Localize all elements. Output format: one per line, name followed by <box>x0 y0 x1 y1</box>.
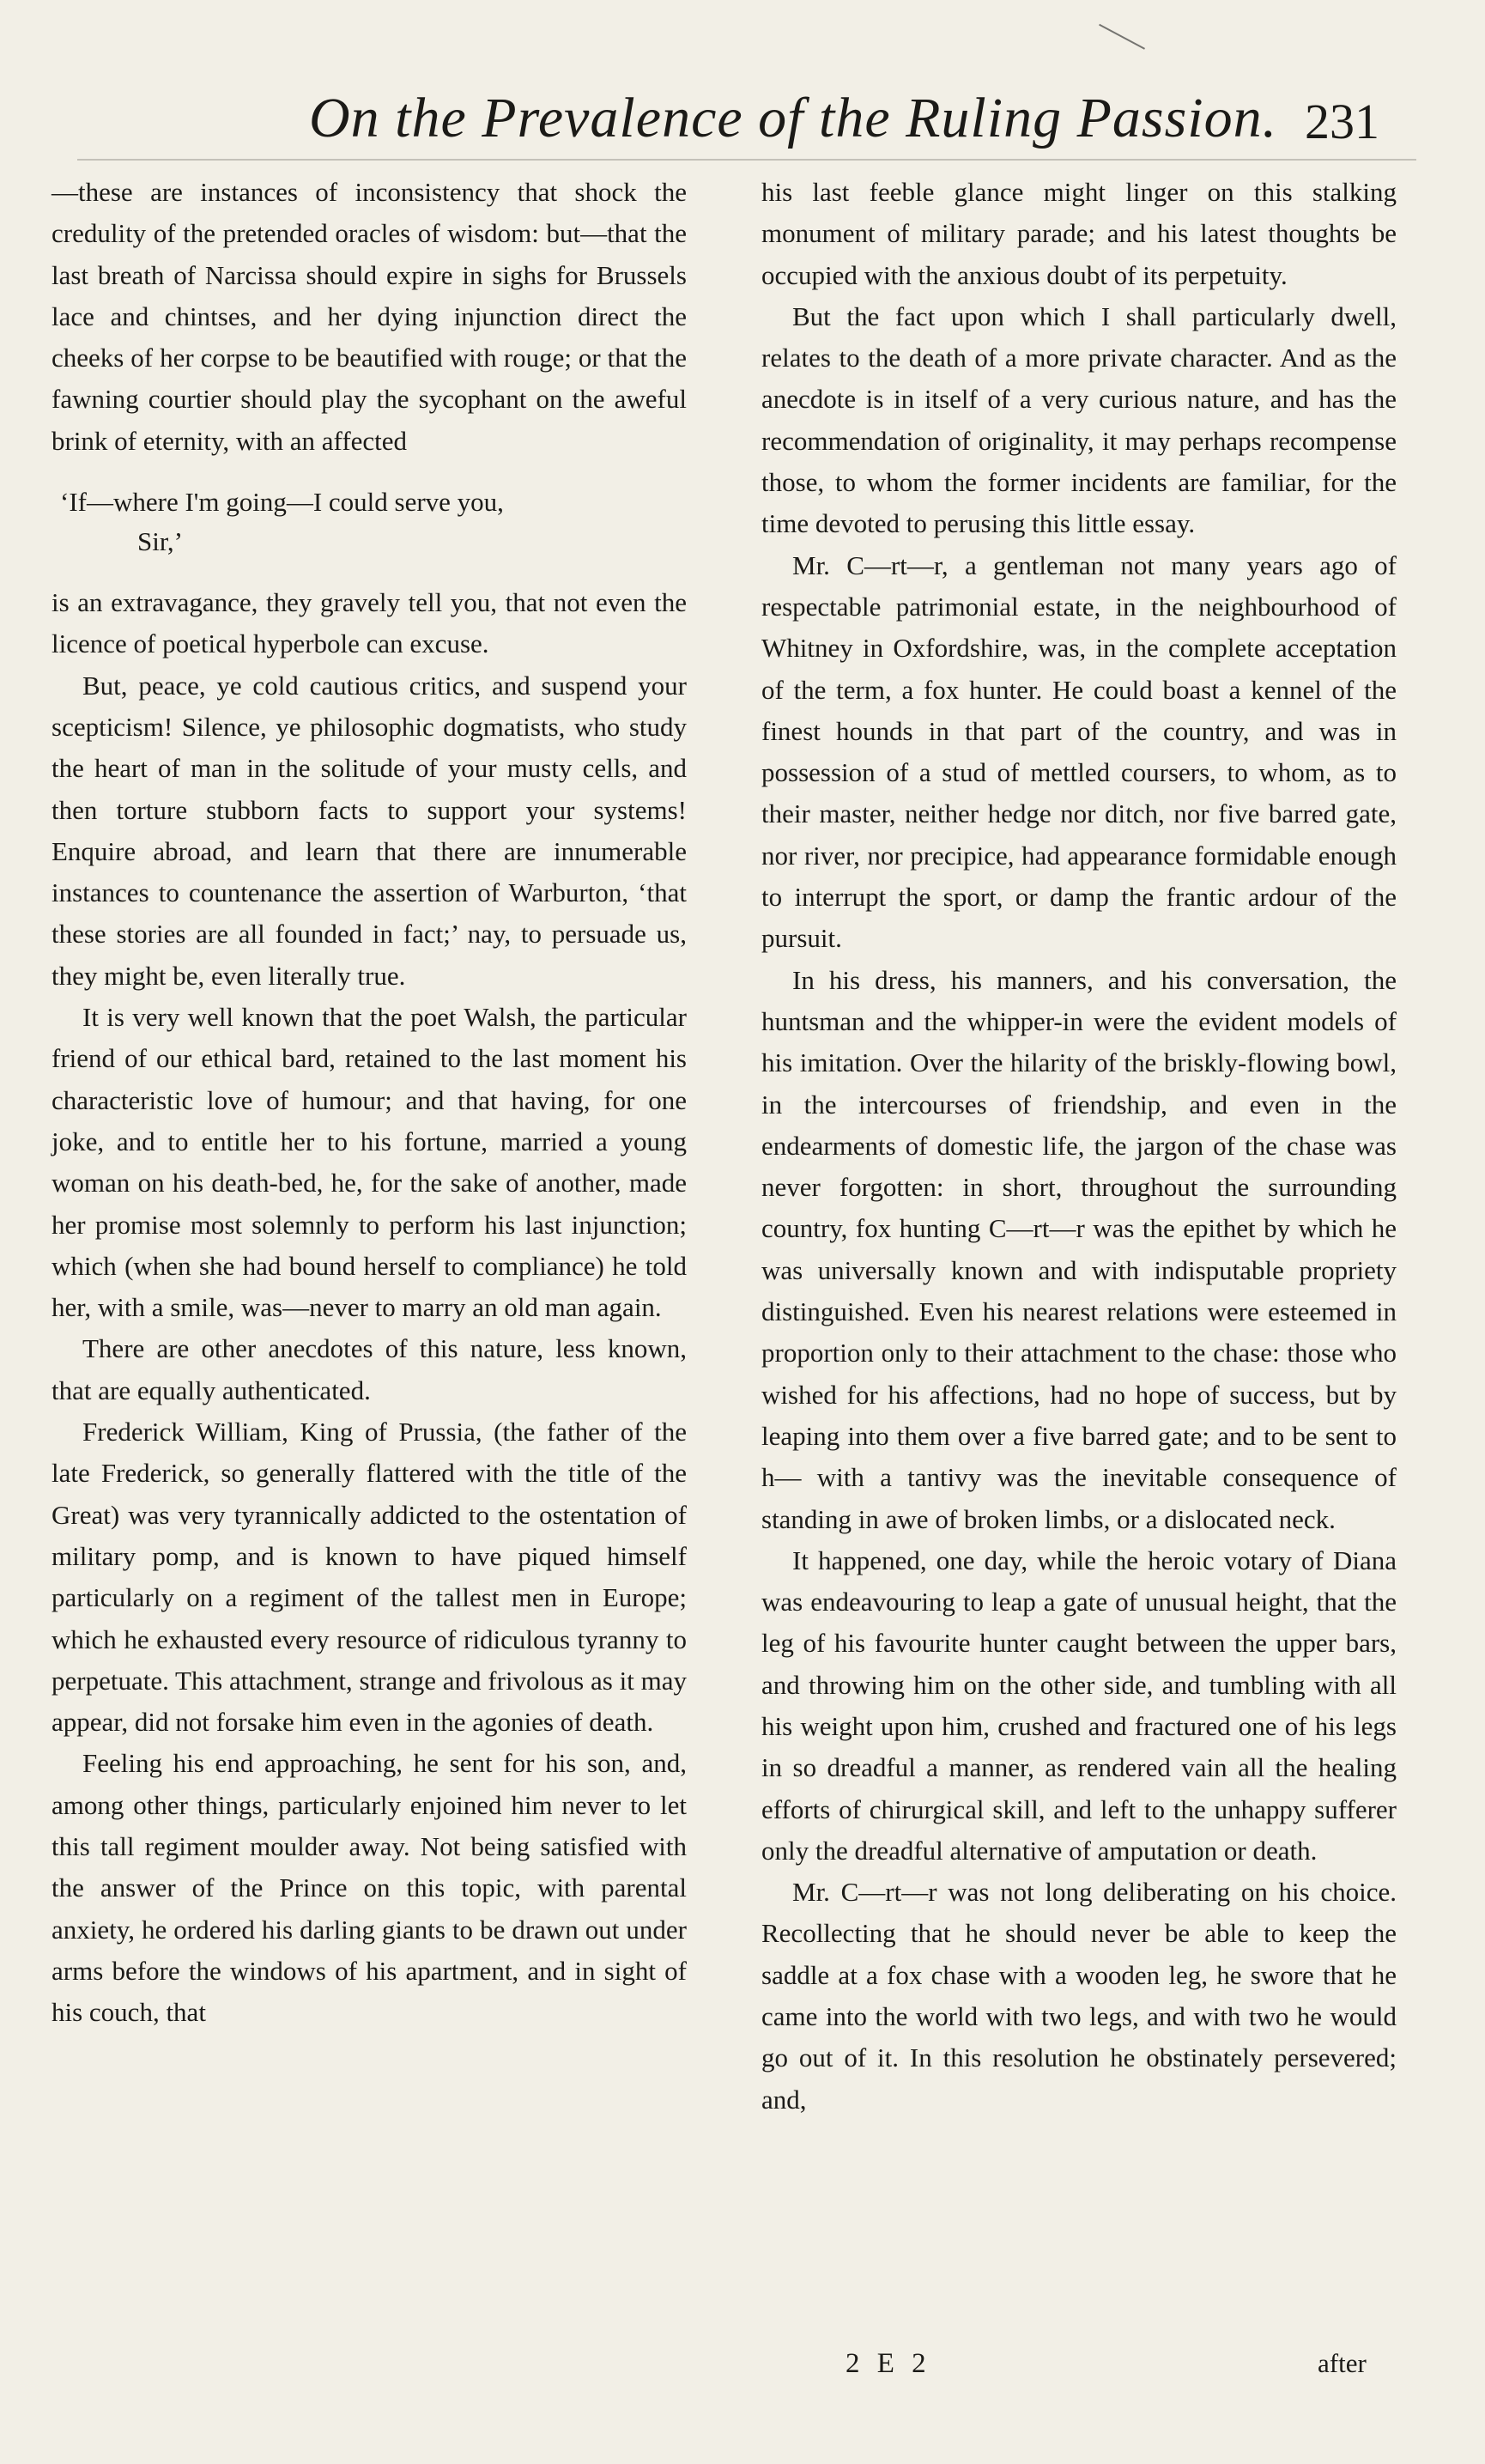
left-paragraph-2: is an extravagance, they gravely tell you, that not even the licence of poetical hyperbole can excuse. <box>52 587 687 659</box>
header-rule <box>77 159 1416 161</box>
left-paragraph-3: But, peace, ye cold cautious critics, and suspend your scepticism! Silence, ye philosophic dogmatists, who study the heart of man in the solitude of your musty cells, and then torture stubborn facts to support your systems! Enquire abroad, and learn that there are innumerable instances to countenance the assertion of Warburton, ‘that these stories are all founded in fact;’ nay, to persuade us, they might be, even literally true. <box>52 670 687 991</box>
catchword: after <box>1318 2348 1367 2378</box>
right-paragraph-2: But the fact upon which I shall particularly dwell, relates to the death of a more private character. And as the anecdote is in itself of a very curious nature, and has the recommendation of originality, it may perhaps recompense those, to whom the former incidents are familiar, for the time devoted to perusing this little essay. <box>761 300 1397 539</box>
ink-mark <box>1087 24 1145 72</box>
verse-quotation <box>52 482 687 561</box>
left-paragraph-4: It is very well known that the poet Walsh, the particular friend of our ethical bard, retained to the last moment his characteristic love of humour; and that having, for one joke, and to entitle her to his fortune, married a young woman on his death-bed, he, for the sake of another, made her promise most solemnly to perform his last injunction; which (when she had bound herself to compliance) he told her, with a smile, was—never to marry an old man again. <box>52 1002 687 1323</box>
right-paragraph-1: his last feeble glance might linger on this stalking monument of military parade; and his latest thoughts be occupied with the anxious doubt of its perpetuity. <box>761 177 1397 290</box>
right-column <box>761 172 1397 2121</box>
verse-line-2: Sir,’ <box>137 526 184 557</box>
signature-mark: 2 E 2 <box>846 2348 931 2379</box>
page-header <box>0 77 1485 155</box>
left-paragraph-1: —these are instances of inconsistency that shock the credulity of the pretended oracles of wisdom: but—that the last breath of Narcissa should expire in sighs for Brussels lace and chintses, and her dying injunction direct the cheeks of her corpse to be beautified with rouge; or that the fawning courtier should play the sycophant on the aweful brink of eternity, with an affected <box>52 177 687 456</box>
right-paragraph-6: Mr. C—rt—r was not long deliberating on his choice. Recollecting that he should never be able to keep the saddle at a fox chase with a wooden leg, he swore that he came into the world with two legs, and with two he would go out of it. In this resolution he obstinately persevered; and, <box>761 1877 1397 2115</box>
page-number: 231 <box>1305 94 1379 149</box>
left-paragraph-5: There are other anecdotes of this nature, less known, that are equally authenticated. <box>52 1333 687 1405</box>
right-paragraph-5: It happened, one day, while the heroic votary of Diana was endeavouring to leap a gate of unusual height, that the leg of his favourite hunter caught between the upper bars, and throwing him on the other side, and tumbling with all his weight upon him, crushed and fractured one of his legs in so dreadful a manner, as rendered vain all the healing efforts of chirurgical skill, and left to the unhappy sufferer only the dreadful alternative of amputation or death. <box>761 1545 1397 1866</box>
right-paragraph-3: Mr. C—rt—r, a gentleman not many years ago of respectable patrimonial estate, in the neighbourhood of Whitney in Oxfordshire, was, in the complete acceptation of the term, a fox hunter. He could boast a kennel of the finest hounds in that part of the country, and was in possession of a stud of mettled coursers, to whom, as to their master, neither hedge nor ditch, nor five barred gate, nor river, nor precipice, had appearance formidable enough to interrupt the sport, or damp the frantic ardour of the pursuit. <box>761 549 1397 954</box>
left-paragraph-6: Frederick William, King of Prussia, (the father of the late Frederick, so generally flattered with the title of the Great) was very tyrannically addicted to the ostentation of military pomp, and is known to have piqued himself particularly on a regiment of the tallest men in Europe; which he exhausted every resource of ridiculous tyranny to perpetuate. This attachment, strange and frivolous as it may appear, did not forsake him even in the agonies of death. <box>52 1417 687 1738</box>
left-column <box>52 172 687 2033</box>
right-paragraph-4: In his dress, his manners, and his conversation, the huntsman and the whipper-in were the evident models of his imitation. Over the hilarity of the briskly-flowing bowl, in the intercourses of friendship, and even in the endearments of domestic life, the jargon of the chase was never forgotten: in short, throughout the surrounding country, fox hunting C—rt—r was the epithet by which he was universally known and with indisputable propriety distinguished. Even his nearest relations were esteemed in proportion only to their attachment to the chase: those who wished for his affections, had no hope of success, but by leaping into them over a five barred gate; and to be sent to h— with a tantivy was the inevitable consequence of standing in awe of broken limbs, or a dislocated neck. <box>761 964 1397 1534</box>
running-title: On the Prevalence of the Ruling Passion. <box>309 87 1278 149</box>
left-paragraph-7: Feeling his end approaching, he sent for his son, and, among other things, particularly enjoined him never to let this tall regiment moulder away. Not being satisfied with the answer of the Prince on this topic, with parental anxiety, he ordered his darling giants to be drawn out under arms before the windows of his apartment, and in sight of his couch, that <box>52 1748 687 2028</box>
verse-line-1: ‘If—where I'm going—I could serve you, <box>60 487 504 518</box>
